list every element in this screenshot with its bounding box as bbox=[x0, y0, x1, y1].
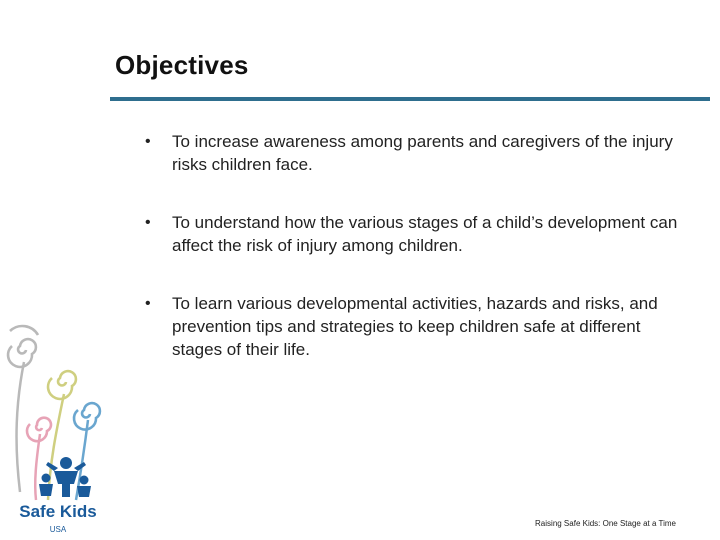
bullet-text: To increase awareness among parents and caregivers of the injury risks children face. bbox=[172, 132, 673, 174]
objectives-list bbox=[140, 130, 680, 396]
bullet-item bbox=[140, 292, 680, 361]
title-underline bbox=[110, 97, 710, 101]
bullet-item bbox=[140, 130, 680, 176]
logo-sub: USA bbox=[49, 525, 67, 534]
bullet-icon: • bbox=[145, 133, 151, 150]
bullet-text: To understand how the various stages of a child’s development can affect the risk of injury among children. bbox=[172, 213, 678, 255]
swirl-stem-grey bbox=[17, 362, 24, 492]
children-figures-icon bbox=[39, 457, 91, 497]
logo-wordmark: Safe Kids bbox=[19, 502, 97, 521]
bullet-icon: • bbox=[145, 214, 151, 231]
swirl-grey-icon bbox=[8, 326, 38, 367]
footer-text: Raising Safe Kids: One Stage at a Time bbox=[535, 519, 676, 528]
bullet-text: To learn various developmental activities, hazards and risks, and prevention tips and strategies to keep children safe at different stages of their life. bbox=[172, 294, 658, 359]
swirl-stem-pink bbox=[35, 434, 40, 500]
bullet-icon: • bbox=[145, 295, 151, 312]
safe-kids-logo bbox=[6, 322, 111, 537]
bullet-item bbox=[140, 211, 680, 257]
swirl-olive-icon bbox=[48, 371, 76, 399]
slide-title: Objectives bbox=[115, 50, 249, 80]
